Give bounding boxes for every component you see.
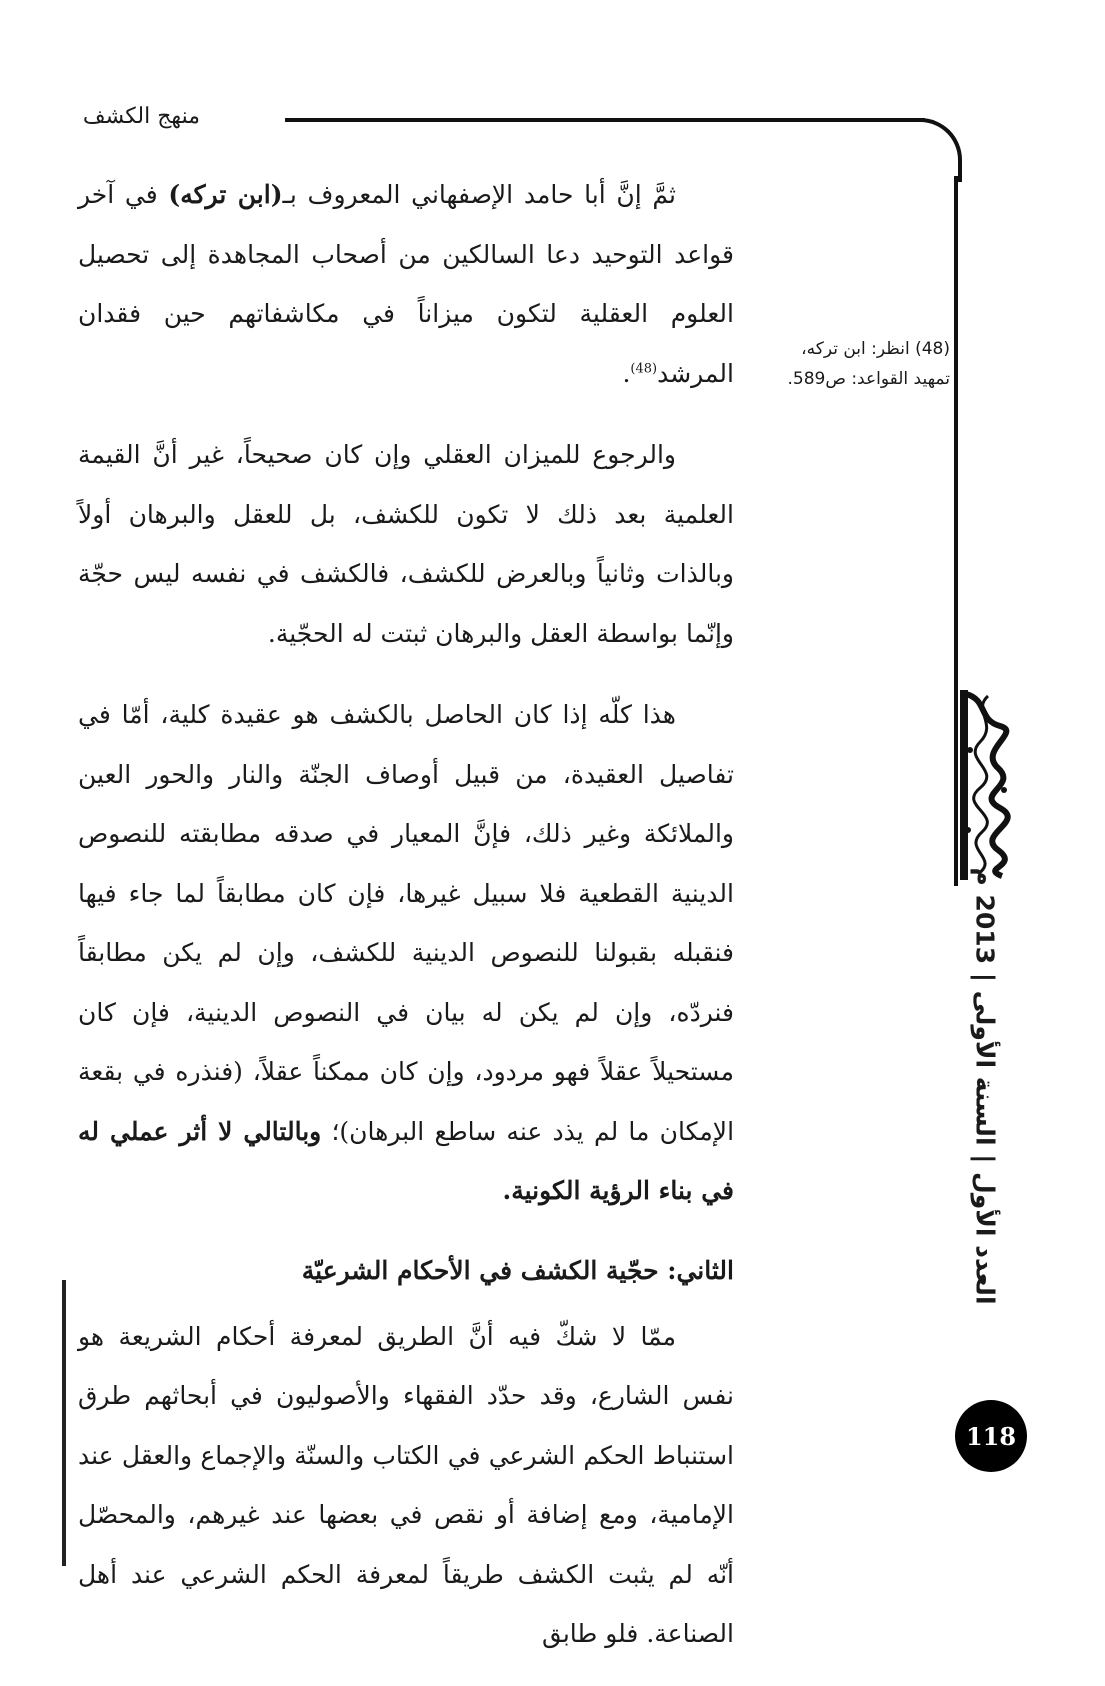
- page-number-badge: 118: [955, 1400, 1027, 1472]
- frame-corner: [916, 118, 962, 182]
- footnote: [760, 334, 950, 394]
- header-rule: [285, 118, 925, 122]
- journal-logo: [958, 690, 1014, 880]
- paragraph-1-name: (ابن تركه): [168, 180, 283, 209]
- issue-label: العدد الأول | السنة الأولى | 2013 م: [970, 867, 1000, 1305]
- footnote-marker: (48): [630, 361, 658, 377]
- paragraph-3-bold: وبالتالي لا أثر عملي له في بناء الرؤية الكونية.: [78, 1116, 734, 1205]
- running-header-title: منهج الكشف: [82, 104, 200, 129]
- paragraph-3-text: هذا كلّه إذا كان الحاصل بالكشف هو عقيدة كلية، أمّا في تفاصيل العقيدة، من قبيل أوصاف الجنّة والنار والحور العين والملائكة وغير ذلك، فإنَّ المعيار في صدقه مطابقته للنصوص الدينية القطعية فلا سبيل غيرها، فإن كان مطابقاً لما جاء فيها فنقبله بقبولنا للنصوص الدينية للكشف، وإن لم يكن مطابقاً فنردّه، وإن لم يكن له بيان في النصوص الدينية، فإن كان مستحيلاً عقلاً فهو مردود، وإن كان ممكناً عقلاً، (فنذره في بقعة الإمكان ما لم يذد عنه ساطع البرهان)؛: [78, 700, 735, 1146]
- paragraph-2: والرجوع للميزان العقلي وإن كان صحيحاً، غير أنَّ القيمة العلمية بعد ذلك لا تكون للكشف، بل للعقل والبرهان أولاً وبالذات وثانياً وبالعرض للكشف، فالكشف في نفسه ليس حجّة وإنّما بواسطة العقل والبرهان ثبتت له الحجّية.: [78, 440, 734, 648]
- paragraph-3: [78, 685, 734, 1221]
- footnote-line-2: تمهيد القواعد: ص589.: [787, 369, 950, 389]
- main-text: [78, 165, 734, 1686]
- section-heading: الثاني: حجّية الكشف في الأحكام الشرعيّة: [301, 1255, 734, 1285]
- footnote-line-1: (48) انظر: ابن تركه،: [801, 339, 950, 359]
- paragraph-4: ممّا لا شكّ فيه أنَّ الطريق لمعرفة أحكام الشريعة هو نفس الشارع، وقد حدّد الفقهاء والأصوليون في أبحاثهم طرق استنباط الحكم الشرعي في الكتاب والسنّة والإجماع والعقل عند الإمامية، ومع إضافة أو نقص في بعضها عند غيرهم، والمحصّل أنّه لم يثبت الكشف طريقاً لمعرفة الحكم الشرعي عند أهل الصناعة. فلو طابق: [78, 1321, 734, 1648]
- paragraph-1-start: ثمَّ إنَّ أبا حامد الإصفهاني المعروف بـ: [282, 180, 676, 209]
- paragraph-1-rest: في آخر قواعد التوحيد دعا السالكين من أصحاب المجاهدة إلى تحصيل العلوم العقلية لتكون ميزاناً في مكاشفاتهم حين فقدان المرشد: [78, 180, 734, 388]
- paragraph-1: ثمَّ إنَّ أبا حامد الإصفهاني المعروف بـ(ابن تركه) في آخر قواعد التوحيد دعا السالكين من أصحاب المجاهدة إلى تحصيل العلوم العقلية لتكون ميزاناً في مكاشفاتهم حين فقدان المرشد$^{(48)}$.: [78, 180, 734, 388]
- left-border-rule: [62, 1280, 66, 1566]
